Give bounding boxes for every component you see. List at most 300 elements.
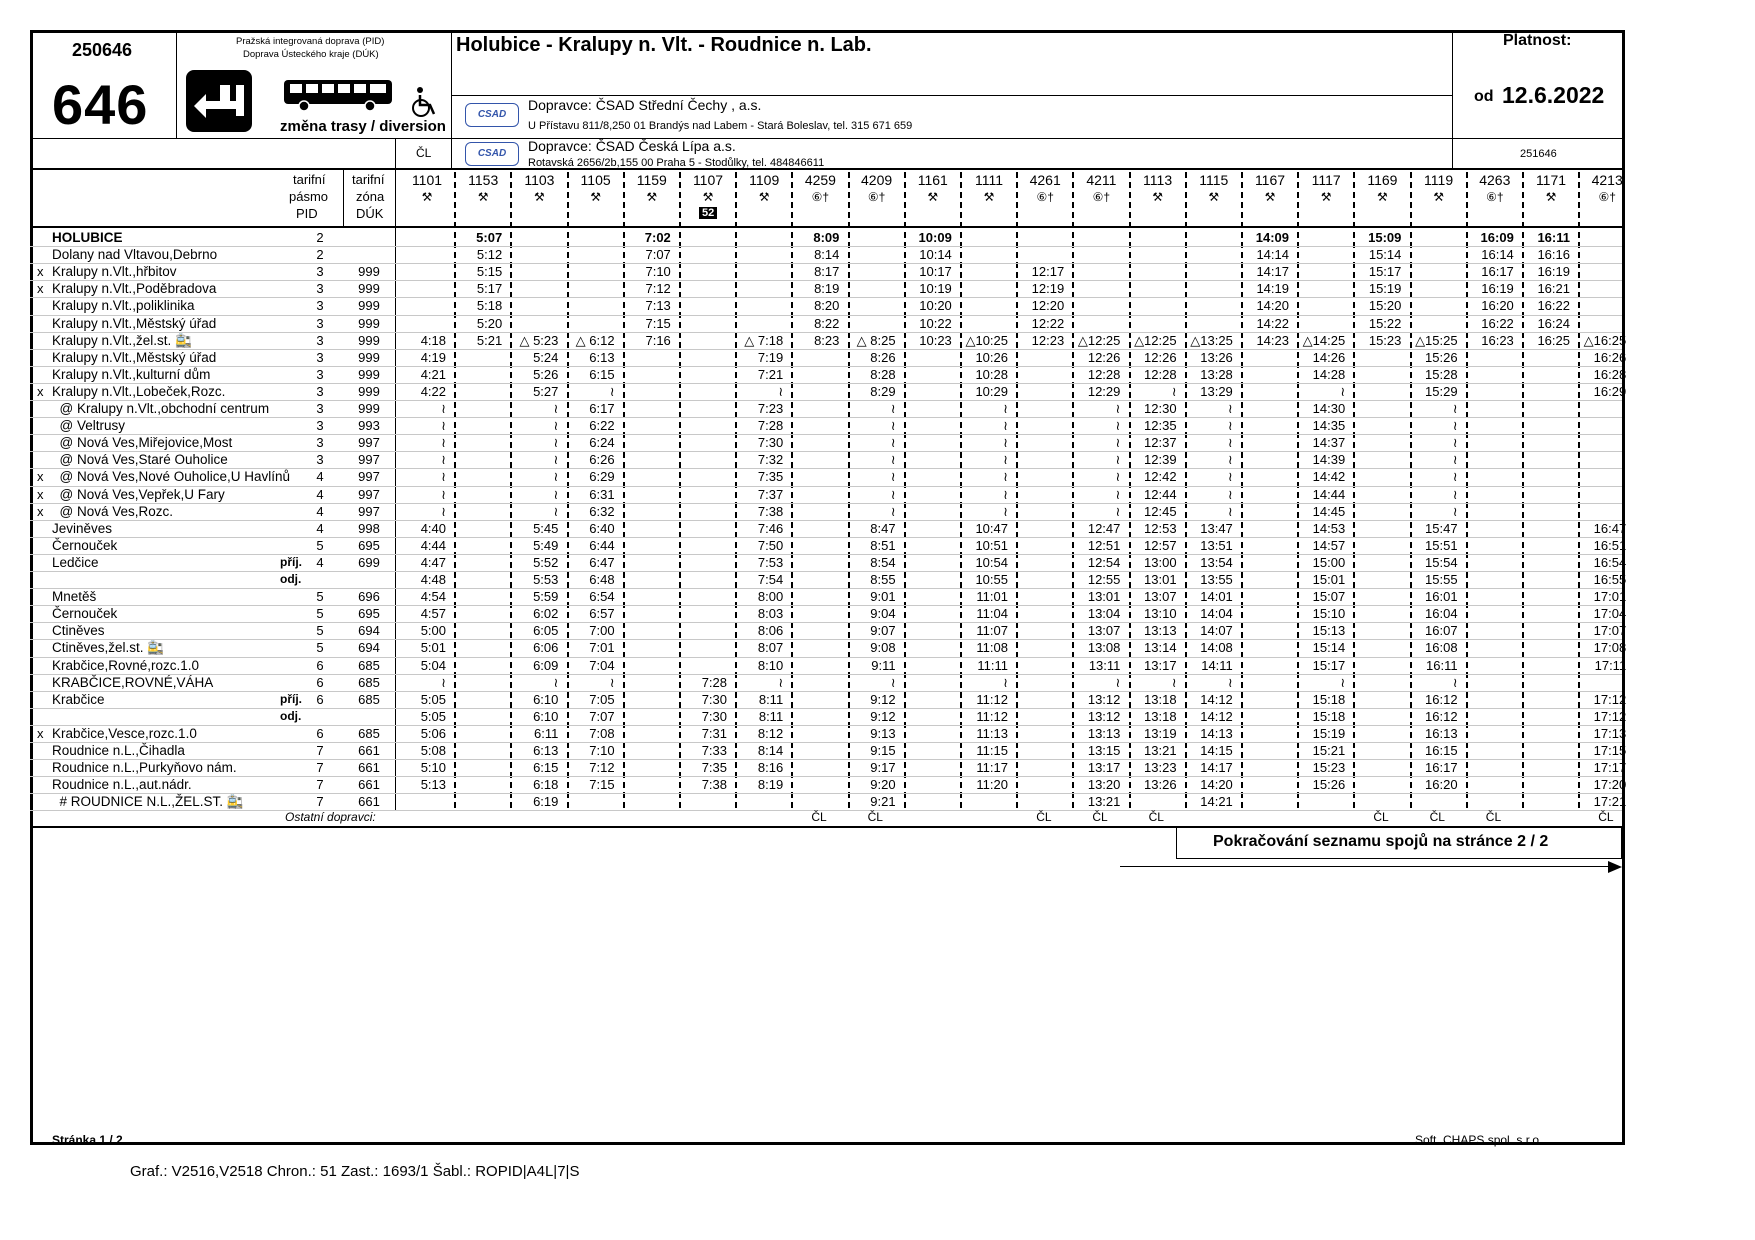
trip-number: 1171 (1535, 172, 1567, 188)
departure-time: 13:10 (1144, 606, 1177, 622)
departure-time: 8:11 (758, 708, 784, 724)
departure-time: 7:54 (757, 572, 784, 587)
departure-time: ≀ (1115, 674, 1121, 690)
col-zona: zóna (356, 189, 385, 204)
departure-time: 6:18 (533, 777, 559, 793)
departure-time: 9:08 (870, 640, 896, 656)
departure-time: 8:28 (870, 366, 896, 382)
zone-pid: 3 (316, 315, 324, 331)
departure-time: 10:26 (975, 349, 1008, 365)
trip-number: 4213 (1591, 172, 1623, 188)
departure-time: ≀ (441, 503, 446, 519)
departure-time: 7:28 (757, 418, 784, 434)
departure-time: 11:13 (976, 725, 1008, 741)
departure-time: 16:54 (1593, 554, 1627, 570)
departure-time: 10:23 (919, 332, 952, 348)
departure-time: △ 8:25 (856, 332, 896, 348)
departure-time: 12:53 (1144, 520, 1177, 536)
departure-time: △15:25 (1415, 332, 1458, 348)
continuation-arrow-line (1120, 866, 1612, 867)
zone-duk: 695 (358, 606, 380, 622)
departure-time: 6:15 (589, 366, 615, 382)
departure-time: △16:25 (1583, 332, 1627, 348)
departure-time: 8:47 (870, 520, 896, 536)
departure-time: 8:17 (814, 264, 840, 280)
departure-time: 16:01 (1425, 589, 1458, 605)
departure-time: 8:14 (814, 247, 840, 263)
departure-time: 13:14 (1144, 640, 1177, 656)
departure-time: 6:11 (534, 725, 559, 741)
departure-time: 7:33 (701, 743, 727, 758)
other-carrier-mark: ČL (1148, 810, 1164, 824)
departure-time: 6:13 (589, 349, 615, 365)
departure-time: 14:57 (1312, 537, 1346, 553)
departure-time: 12:42 (1144, 469, 1177, 485)
departure-time: △13:25 (1190, 332, 1233, 348)
departure-time: ≀ (1115, 503, 1121, 519)
departure-time: 4:54 (420, 589, 446, 605)
departure-time: 4:40 (420, 520, 446, 536)
departure-time: 13:17 (1087, 760, 1121, 776)
zone-duk: 999 (358, 401, 380, 416)
stop-flag: x (37, 281, 44, 297)
departure-time: 5:05 (420, 691, 446, 707)
departure-time: ≀ (1227, 674, 1233, 690)
departure-time: △12:25 (1134, 332, 1177, 348)
zone-pid: 4 (316, 503, 324, 519)
departure-time: 15:10 (1312, 606, 1346, 622)
departure-time: 11:11 (977, 657, 1008, 673)
pid-logo (186, 70, 252, 132)
line-code: 250646 (72, 40, 133, 60)
validity-label: Platnost: (1503, 32, 1572, 49)
departure-time: 5:01 (420, 640, 446, 656)
departure-time: 10:22 (919, 315, 952, 331)
departure-time: 14:07 (1200, 623, 1233, 639)
zone-pid: 3 (316, 264, 324, 280)
zone-pid: 4 (316, 486, 324, 502)
departure-time: 16:09 (1480, 230, 1514, 245)
row-divider (30, 691, 1622, 692)
departure-time: 5:21 (476, 332, 503, 348)
departure-time: 12:30 (1144, 401, 1177, 416)
column-divider (395, 170, 396, 811)
trip-number: 1161 (917, 172, 948, 188)
arrival-departure-mark: odj. (280, 572, 302, 586)
departure-time: ≀ (1227, 469, 1233, 485)
zone-duk: 661 (358, 760, 380, 776)
row-divider (30, 520, 1622, 521)
departure-time: 5:04 (420, 657, 446, 673)
stop-name: HOLUBICE (52, 230, 123, 245)
trip-number: 1101 (411, 172, 443, 188)
departure-time: 14:22 (1256, 315, 1289, 331)
departure-time: 9:21 (870, 794, 896, 810)
departure-time: ≀ (609, 383, 615, 399)
departure-time: 6:02 (533, 606, 559, 622)
stop-name: Černouček (52, 606, 118, 622)
trip-number: 1105 (580, 172, 611, 188)
departure-time: △ 5:23 (519, 332, 559, 348)
departure-time: ≀ (1003, 469, 1008, 485)
departure-time: ≀ (1621, 469, 1627, 485)
departure-time: 8:55 (870, 572, 896, 587)
departure-time: 13:12 (1087, 691, 1121, 707)
zone-pid: 3 (316, 281, 324, 297)
zone-duk: 694 (358, 640, 380, 656)
departure-time: 14:19 (1256, 281, 1289, 297)
trip-symbol: ⚒ (646, 190, 658, 204)
stop-name: Ledčice (52, 554, 99, 570)
stop-name: @ Nová Ves,Vepřek,U Fary (52, 486, 225, 502)
stop-name: @ Nová Ves,Nové Ouholice,U Havlínů (52, 469, 291, 485)
departure-time: 13:07 (1087, 623, 1121, 639)
header-divider (1452, 30, 1453, 168)
trip-number: 1167 (1254, 172, 1286, 188)
departure-time: 15:00 (1312, 554, 1346, 570)
departure-time: 14:14 (1256, 247, 1289, 263)
other-carrier-mark: ČL (1598, 810, 1614, 824)
departure-time: 13:17 (1144, 657, 1177, 673)
departure-time: ≀ (553, 469, 559, 485)
zone-pid: 2 (316, 247, 324, 263)
departure-time: 6:26 (589, 452, 615, 468)
zone-pid: 6 (316, 725, 324, 741)
stop-name: Kralupy n.Vlt.,žel.st. 🚉 (52, 332, 192, 348)
arrival-departure-mark: odj. (280, 708, 302, 723)
departure-time: △14:25 (1302, 332, 1346, 348)
zone-duk: 661 (358, 743, 380, 758)
row-divider (30, 622, 1622, 623)
departure-time: 17:11 (1594, 657, 1627, 673)
zone-pid: 3 (316, 383, 324, 399)
departure-time: 17:21 (1593, 794, 1627, 810)
departure-time: 15:28 (1425, 366, 1458, 382)
departure-time: 6:05 (533, 623, 559, 639)
departure-time: 14:30 (1312, 401, 1346, 416)
departure-time: ≀ (553, 435, 559, 451)
departure-time: ≀ (1621, 486, 1627, 502)
departure-time: 15:18 (1312, 708, 1346, 724)
zone-duk: 695 (358, 537, 380, 553)
trip-number: 1111 (974, 172, 1004, 188)
departure-time: 16:12 (1425, 691, 1458, 707)
zone-duk: 999 (358, 315, 380, 331)
departure-time: 8:00 (757, 589, 784, 605)
departure-time: 16:25 (1537, 332, 1570, 348)
departure-time: 14:13 (1200, 725, 1233, 741)
departure-time: 12:57 (1144, 537, 1177, 553)
departure-time: 13:23 (1144, 760, 1177, 776)
arrow-right-icon (1608, 861, 1622, 873)
zone-duk: 997 (358, 503, 380, 519)
departure-time: 4:19 (420, 349, 446, 365)
departure-time: 14:09 (1255, 230, 1289, 245)
trip-number: 1169 (1367, 172, 1398, 188)
departure-time: 15:21 (1312, 743, 1346, 758)
departure-time: 7:02 (644, 230, 671, 245)
departure-time: 8:51 (870, 537, 896, 553)
stop-name: @ Nová Ves,Staré Ouholice (52, 452, 228, 468)
departure-time: ≀ (1115, 486, 1121, 502)
departure-time: 11:17 (976, 760, 1008, 776)
departure-time: 13:00 (1144, 554, 1177, 570)
departure-time: ≀ (1452, 674, 1458, 690)
departure-time: ≀ (1115, 401, 1121, 416)
departure-time: 7:15 (645, 315, 671, 331)
departure-time: 17:13 (1593, 725, 1627, 741)
departure-time: ≀ (553, 503, 559, 519)
row-divider (30, 383, 1622, 384)
zone-pid: 7 (316, 743, 324, 758)
departure-time: 6:44 (589, 537, 615, 553)
departure-time: ≀ (1621, 435, 1627, 451)
departure-time: 5:06 (420, 725, 446, 741)
trip-number: 1115 (1199, 172, 1229, 188)
arrival-departure-mark: příj. (280, 554, 303, 569)
continuation-box (1176, 826, 1622, 859)
departure-time: 13:51 (1200, 537, 1233, 553)
departure-time: 15:54 (1425, 554, 1458, 570)
departure-time: 13:19 (1144, 725, 1177, 741)
departure-time: 5:08 (420, 743, 446, 758)
row-divider (30, 434, 1622, 435)
departure-time: 8:12 (757, 725, 784, 741)
trip-symbol: ⚒ (702, 190, 714, 204)
row-divider (30, 759, 1622, 760)
validity-date: 12.6.2022 (1502, 82, 1605, 108)
zone-duk: 696 (358, 589, 380, 605)
trip-symbol: ⚒ (758, 190, 770, 204)
departure-time: 12:55 (1087, 572, 1121, 587)
header-divider (451, 95, 1452, 96)
departure-time: 13:15 (1087, 743, 1121, 758)
departure-time: 10:51 (975, 537, 1008, 553)
departure-time: 6:24 (589, 435, 615, 451)
departure-time: ≀ (1621, 401, 1627, 416)
departure-time: 5:10 (420, 760, 446, 776)
zone-pid: 3 (316, 418, 324, 434)
departure-time: 7:19 (757, 349, 784, 365)
departure-time: 6:15 (533, 760, 559, 776)
departure-time: 10:20 (919, 298, 952, 314)
departure-time: 9:13 (870, 725, 896, 741)
departure-time: ≀ (553, 486, 559, 502)
departure-time: 15:23 (1312, 760, 1346, 776)
departure-time: 9:11 (871, 657, 896, 673)
stop-name: Kralupy n.Vlt.,poliklinika (52, 298, 195, 314)
departure-time: 17:04 (1593, 606, 1627, 622)
departure-time: 7:30 (757, 435, 784, 451)
zone-duk: 997 (358, 435, 380, 451)
departure-time: 7:12 (589, 760, 615, 776)
trip-number: 1119 (1424, 172, 1454, 188)
departure-time: 16:21 (1537, 281, 1570, 297)
departure-time: ≀ (1227, 486, 1233, 502)
departure-time: 6:47 (589, 554, 615, 570)
departure-time: 7:07 (589, 708, 615, 724)
row-divider (30, 742, 1622, 743)
zone-duk: 661 (358, 777, 380, 793)
departure-time: 5:05 (420, 708, 446, 724)
departure-time: 4:47 (420, 554, 446, 570)
zone-duk: 999 (358, 366, 380, 382)
departure-time: 10:09 (918, 230, 952, 245)
departure-time: ≀ (778, 674, 784, 690)
row-divider (30, 366, 1622, 367)
departure-time: 9:12 (870, 708, 896, 724)
zone-pid: 4 (316, 554, 324, 570)
route-title: Holubice - Kralupy n. Vlt. - Roudnice n. Lab. (456, 34, 872, 56)
departure-time: 16:20 (1425, 777, 1458, 793)
departure-time: 6:19 (533, 794, 559, 810)
trip-symbol: ⚒ (1433, 190, 1444, 204)
departure-time: 7:07 (645, 247, 671, 263)
departure-time: ≀ (1003, 503, 1008, 519)
departure-time: 14:17 (1256, 264, 1289, 280)
departure-time: ≀ (1171, 383, 1177, 399)
departure-time: 16:19 (1481, 281, 1514, 297)
departure-time: ≀ (890, 674, 896, 690)
departure-time: ≀ (553, 674, 559, 690)
departure-time: 14:28 (1312, 366, 1346, 382)
zone-pid: 6 (316, 691, 324, 707)
zone-duk: 999 (358, 383, 380, 399)
departure-time: 16:15 (1425, 743, 1458, 758)
departure-time: 12:22 (1031, 315, 1065, 331)
departure-time: 9:20 (870, 777, 896, 793)
carrier-logo: CSAD (465, 103, 519, 127)
departure-time: △12:25 (1077, 332, 1121, 348)
departure-time: 6:13 (533, 743, 559, 758)
departure-time: 10:28 (975, 366, 1008, 382)
trip-number: 1109 (749, 172, 780, 188)
departure-time: 10:19 (919, 281, 952, 297)
departure-time: 13:29 (1200, 383, 1233, 399)
stop-name: Krabčice (52, 691, 105, 707)
departure-time: 15:09 (1368, 230, 1402, 245)
departure-time: 12:26 (1087, 349, 1121, 365)
header-divider (176, 30, 177, 138)
departure-time: 9:12 (870, 691, 896, 707)
other-carrier-mark: ČL (1485, 810, 1502, 824)
departure-time: 14:39 (1312, 452, 1346, 468)
departure-time: ≀ (553, 418, 559, 434)
trip-number: 4261 (1029, 172, 1061, 188)
departure-time: 9:01 (870, 589, 896, 605)
departure-time: ≀ (1340, 383, 1346, 399)
continuation-text: Pokračování seznamu spojů na stránce 2 / 2 (1213, 833, 1549, 850)
departure-time: 14:23 (1256, 332, 1289, 348)
trip-symbol: ⚒ (477, 190, 489, 204)
departure-time: 12:54 (1087, 554, 1121, 570)
departure-time: 5:53 (533, 572, 559, 587)
departure-time: ≀ (441, 401, 446, 416)
departure-time: 13:21 (1087, 794, 1121, 810)
zone-pid: 3 (316, 366, 324, 382)
carrier-logo: CSAD (465, 142, 519, 166)
trip-symbol: ⑥† (867, 190, 886, 204)
row-divider (30, 486, 1622, 487)
departure-time: 8:19 (757, 777, 784, 793)
departure-time: 7:00 (589, 623, 615, 639)
departure-time: 4:21 (420, 366, 446, 382)
row-divider (30, 708, 1622, 709)
stop-name: Dolany nad Vltavou,Debrno (52, 247, 218, 263)
zone-pid: 6 (316, 674, 324, 690)
departure-time: 15:07 (1312, 589, 1346, 605)
departure-time: 5:15 (476, 264, 503, 280)
stop-name: KRABČICE,ROVNÉ,VÁHA (52, 674, 214, 690)
departure-time: 7:32 (757, 452, 784, 468)
stop-name: Kralupy n.Vlt.,hřbitov (52, 264, 177, 280)
trip-symbol: ⚒ (1320, 190, 1332, 204)
departure-time: 8:09 (813, 230, 840, 245)
departure-time: 13:26 (1144, 777, 1177, 793)
departure-time: 13:18 (1144, 691, 1177, 707)
departure-time: 13:54 (1200, 554, 1233, 570)
departure-time: 8:26 (870, 349, 896, 365)
org-pid: Pražská integrovaná doprava (PID) (236, 36, 385, 47)
trip-number: 1107 (692, 172, 724, 188)
departure-time: 8:22 (814, 315, 840, 331)
departure-time: 15:55 (1425, 572, 1458, 587)
departure-time: 7:30 (701, 691, 727, 707)
departure-time: 7:10 (645, 264, 671, 280)
departure-time: 12:51 (1087, 537, 1121, 553)
trip-symbol: ⚒ (590, 190, 601, 204)
col-tarif2: tarifní (352, 172, 385, 187)
departure-time: 8:06 (757, 623, 784, 639)
departure-time: 12:17 (1031, 264, 1065, 280)
departure-time: ≀ (1452, 469, 1458, 485)
departure-time: 13:04 (1087, 606, 1121, 622)
departure-time: 10:47 (975, 520, 1008, 536)
departure-time: 4:48 (420, 572, 446, 587)
departure-time: 15:14 (1368, 247, 1402, 263)
departure-time: 4:18 (420, 332, 446, 348)
departure-time: 11:12 (976, 708, 1008, 724)
zone-pid: 5 (316, 640, 324, 656)
departure-time: ≀ (1452, 418, 1458, 434)
departure-time: 17:01 (1593, 589, 1627, 605)
departure-time: 15:26 (1425, 349, 1458, 365)
stop-name: Krabčice,Rovné,rozc.1.0 (52, 657, 200, 673)
zone-duk: 999 (358, 298, 380, 314)
stop-name: Roudnice n.L.,Purkyňovo nám. (52, 760, 237, 776)
departure-time: 16:26 (1593, 349, 1627, 365)
departure-time: 16:47 (1593, 520, 1627, 536)
departure-time: ≀ (1621, 418, 1627, 434)
departure-time: 5:45 (533, 520, 559, 536)
stop-name: Kralupy n.Vlt.,kulturní dům (52, 366, 211, 382)
departure-time: 7:08 (589, 725, 615, 741)
stop-name: @ Nová Ves,Rozc. (52, 503, 173, 519)
departure-time: 14:37 (1312, 435, 1346, 451)
departure-time: 6:57 (589, 606, 615, 622)
zone-duk: 699 (358, 554, 380, 570)
zone-duk: 685 (358, 725, 380, 741)
departure-time: 8:14 (757, 743, 784, 758)
departure-time: 6:48 (589, 572, 615, 587)
departure-time: 13:26 (1200, 349, 1233, 365)
departure-time: 6:06 (533, 640, 559, 656)
departure-time: 16:17 (1481, 264, 1514, 280)
departure-time: 15:17 (1312, 657, 1346, 673)
stop-name: Krabčice,Vesce,rozc.1.0 (52, 725, 197, 741)
departure-time: 13:18 (1144, 708, 1177, 724)
arrival-departure-mark: příj. (280, 691, 303, 706)
